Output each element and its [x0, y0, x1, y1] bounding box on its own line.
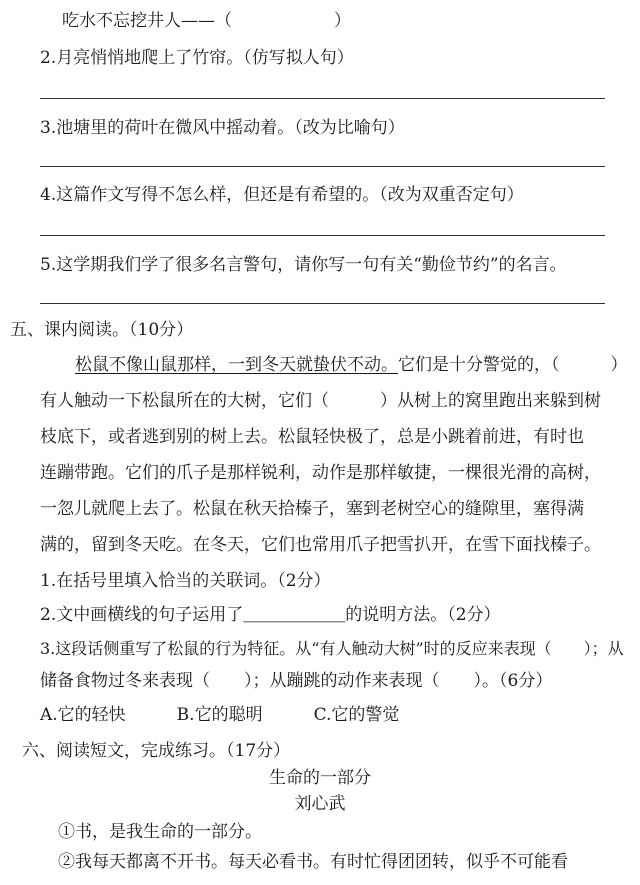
- answer-line: [40, 166, 605, 167]
- section-six-heading: 六、阅读短文，完成练习。（17分）: [22, 741, 291, 761]
- passage-line: 有人触动一下松鼠所在的大树，它们（ ）从树上的窝里跑出来躲到树: [40, 391, 601, 411]
- question-2: 2.月亮悄悄地爬上了竹帘。（仿写拟人句）: [40, 48, 354, 68]
- question-4: 4.这篇作文写得不怎么样，但还是有希望的。（改为双重否定句）: [40, 185, 524, 205]
- passage-line: 一忽儿就爬上去了。松鼠在秋天拾榛子，塞到老树空心的缝隙里，塞得满: [40, 499, 584, 519]
- fill-in-item: 吃水不忘挖井人——（ ）: [62, 11, 351, 31]
- passage-line: 连蹦带跑。它们的爪子是那样锐利，动作是那样敏捷，一棵很光滑的高树，: [40, 463, 601, 483]
- section-five-q1: 1.在括号里填入恰当的关联词。（2分）: [40, 571, 331, 591]
- passage-text: 它们是十分警觉的，（ ）: [398, 355, 628, 375]
- answer-line: [40, 303, 605, 304]
- passage-line: [75, 354, 628, 376]
- section-five-q2: 2.文中画横线的句子运用了＿＿＿＿＿＿的说明方法。（2分）: [40, 605, 501, 625]
- underlined-sentence: 松鼠不像山鼠那样，一到冬天就蛰伏不动。: [75, 355, 398, 375]
- article-title: 生命的一部分: [269, 768, 371, 788]
- answer-options: A.它的轻快 B.它的聪明 C.它的警觉: [40, 705, 400, 725]
- passage-line: 枝底下，或者逃到别的树上去。松鼠轻快极了，总是小跳着前进，有时也: [40, 427, 584, 447]
- article-paragraph: ②我每天都离不开书。每天必看书。有时忙得团团转，似乎不可能看: [58, 852, 568, 872]
- article-author: 刘心武: [294, 794, 346, 814]
- passage-line: 满的，留到冬天吃。在冬天，它们也常用爪子把雪扒开，在雪下面找榛子。: [40, 535, 601, 555]
- section-five-q3: 3.这段话侧重写了松鼠的行为特征。从“有人触动大树”时的反应来表现（ ）；从: [40, 639, 624, 658]
- answer-line: [40, 98, 605, 99]
- article-paragraph: ①书，是我生命的一部分。: [58, 822, 262, 842]
- section-five-heading: 五、课内阅读。（10分）: [10, 320, 194, 340]
- question-5: 5.这学期我们学了很多名言警句，请你写一句有关“勤俭节约”的名言。: [40, 255, 567, 275]
- section-five-q3-cont: 储备食物过冬来表现（ ）；从蹦跳的动作来表现（ ）。（6分）: [40, 671, 553, 691]
- question-3: 3.池塘里的荷叶在微风中摇动着。（改为比喻句）: [40, 118, 405, 138]
- answer-line: [40, 235, 605, 236]
